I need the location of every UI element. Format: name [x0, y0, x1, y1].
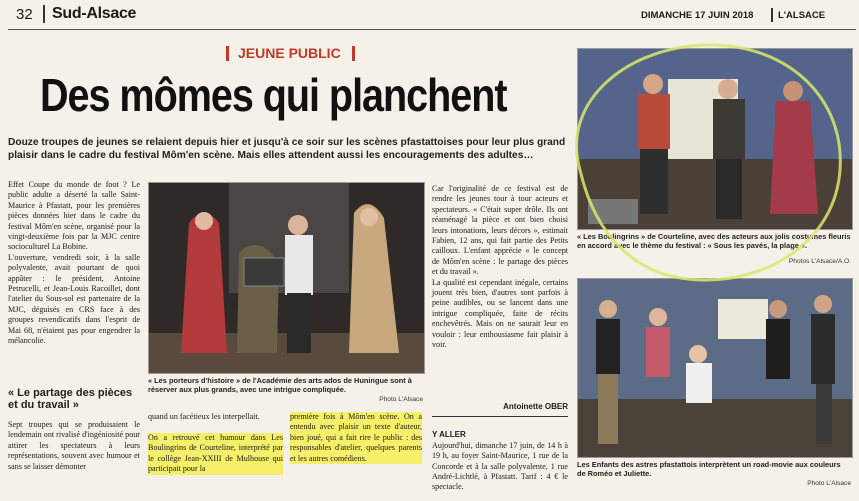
- body-column-3a: première fois à Môm'en scène. On a entendu avec plaisir un texte d'auteur, bien joué, qui a fait rire le public : des responsables d'atelier, quelques parents et les autres comédiens.: [290, 412, 422, 463]
- kicker-label: JEUNE PUBLIC: [238, 45, 341, 61]
- body-column-1b: Sept troupes qui se produisaient le lendemain ont rivalisé d'ingéniosité pour attirer les spectateurs à leurs représentations, souvent avec humour et sans se laisser démonter: [8, 420, 140, 471]
- body-column-4: Car l'originalité de ce festival est de rendre les jeunes tour à tour acteurs et spectateurs. « C'était super drôle. Ils ont réaménagé la pièce et ont bien choisi leurs intonations, leurs décors », estimait Fabien, 12 ans, qui fait partie des Petits cailloux. L'enfant apprécie « le concept de Môm'en scène : le partage des pièces et du travail ». La qualité est cependant inégale, certains jouent très bien, d'autres sont parfois à peine audibles, ou se lancent dans une intrigue compliquée, faite de récits enchevêtrés. Mais on ne saurait leur en vouloir : leur enthousiasme fait plaisir à voir.: [432, 184, 568, 350]
- photo-les-porteurs-d-histoire: [148, 182, 425, 374]
- header-divider: [43, 5, 45, 23]
- practical-info-box: [432, 416, 568, 497]
- kicker-bar-right: [352, 46, 355, 61]
- practical-label: Y ALLER: [432, 430, 466, 440]
- author-signature: Antoinette OBER: [503, 402, 568, 411]
- kicker-bar-left: [226, 46, 229, 61]
- photo2-credit: Photos L'Alsace/A.O.: [788, 258, 851, 265]
- stage-scene-illustration: [149, 183, 424, 373]
- body-column-2b: On a retrouvé cet humour dans Les Boulingrins de Courteline, interprété par le collège Jean-XXIII de Mulhouse qui participait pour la: [148, 433, 283, 474]
- subheading: « Le partage des pièces et du travail »: [8, 387, 133, 411]
- photo2-caption: « Les Boulingrins » de Courteline, avec des acteurs aux jolis costumes fleuris en accord avec le thème du festival : « Sous les pavés, la plage ».: [577, 232, 851, 251]
- photo3-credit: Photo L'Alsace: [807, 480, 851, 487]
- photo-les-enfants-des-astres: [577, 278, 853, 458]
- newspaper-name: L'ALSACE: [778, 10, 826, 21]
- photo1-caption: « Les porteurs d'histoire » de l'Académie des arts ados de Huningue sont à réserver aux plus grands, avec une intrigue compliquée.: [148, 376, 412, 395]
- lead-paragraph: Douze troupes de jeunes se relaient depuis hier et jusqu'à ce soir sur les scènes pfastattoises pour leur plus grand plaisir dans le cadre du festival Môm'en scène. Mais elles attendent aussi les encouragements des adultes…: [8, 137, 566, 161]
- photo1-credit: Photo L'Alsace: [379, 396, 423, 403]
- issue-date: DIMANCHE 17 JUIN 2018: [641, 10, 754, 21]
- page-number: 32: [16, 6, 33, 23]
- section-name: Sud-Alsace: [52, 5, 137, 22]
- practical-info-text: [432, 420, 568, 493]
- photo3-caption: Les Enfants des astres pfastattois interprètent un road-movie aux couleurs de Roméo et Juliette.: [577, 460, 841, 479]
- headline: Des mômes qui planchent: [40, 69, 507, 121]
- highlight-circle-annotation: [540, 20, 858, 290]
- body-column-1: Effet Coupe du monde de foot ? Le public adulte a déserté la salle Saint-Maurice à Pfastatt, pour les premières pièces données hier dans le cadre du festival Môm'en scène, organisé pour la vingt-deuxième fois par la MJC centre socioculturel La Bobine. L'ouverture, vendredi soir, à la salle polyvalente, avait pourtant de quoi appâter : le président, Antoine Petrucelli, et Jean-Louis Racoillet, dont l'atelier du Sous-sol est partenaire de la MJC, déguisés en CRS face à des groupes revendicatifs dans l'esprit de Mai 68, n'étaient pas pour engendrer la mélancolie.: [8, 180, 140, 346]
- body-column-2a: quand un facétieux les interpellait.: [148, 412, 260, 421]
- stage-scene-illustration-3: [578, 279, 852, 457]
- practical-body: Aujourd'hui, dimanche 17 juin, de 14 h à 19 h, au foyer Saint-Maurice, 1 rue de la Concorde et à la salle polyvalente, 1 rue André-Lichtlé, à Pfastatt. Tarif : 4 € le spectacle.: [432, 440, 568, 492]
